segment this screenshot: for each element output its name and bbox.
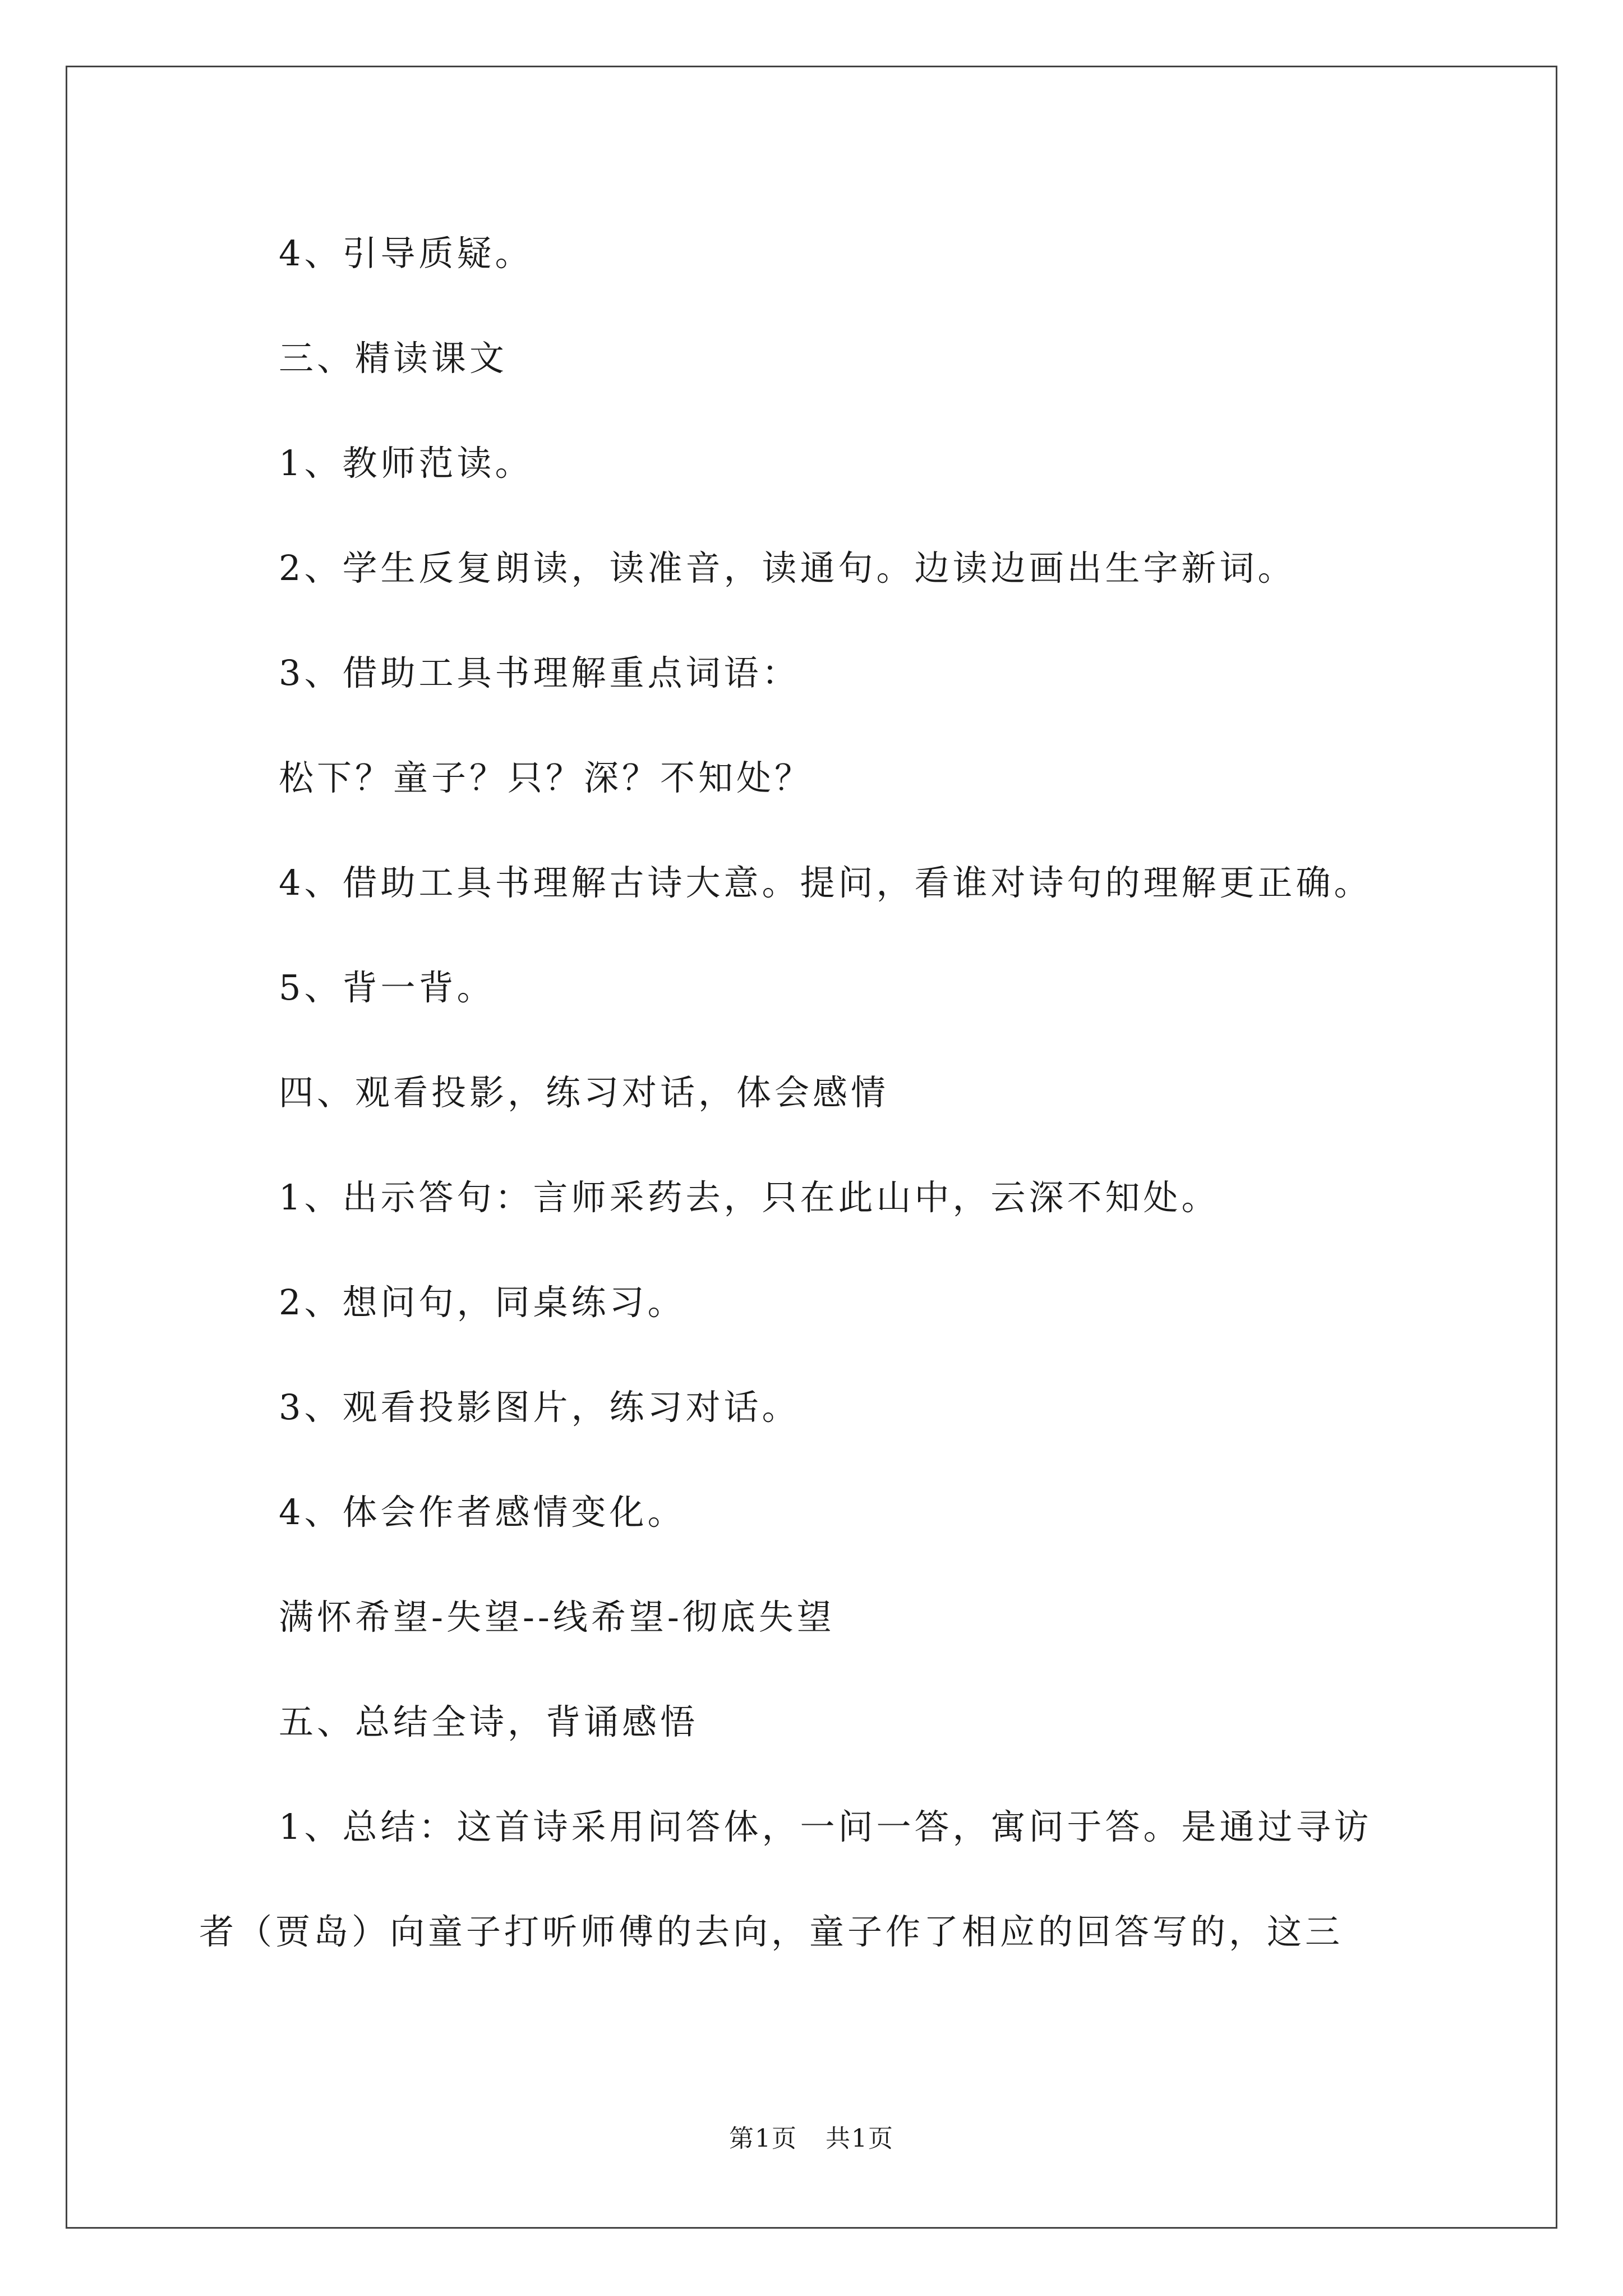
page-border bbox=[66, 66, 1557, 2229]
text-line: 者（贾岛）向童子打听师傅的去向，童子作了相应的回答写的，这三 bbox=[199, 1911, 1344, 1952]
text-line: 4、借助工具书理解古诗大意。提问，看谁对诗句的理解更正确。 bbox=[279, 862, 1372, 903]
text-line: 4、体会作者感情变化。 bbox=[279, 1492, 686, 1533]
text-line: 三、精读课文 bbox=[279, 338, 508, 379]
text-line: 3、借助工具书理解重点词语： bbox=[279, 652, 800, 693]
page-number-current: 第1页 bbox=[729, 2124, 797, 2153]
text-line: 满怀希望-失望--线希望-彻底失望 bbox=[279, 1596, 835, 1637]
text-line: 2、学生反复朗读，读准音，读通句。边读边画出生字新词。 bbox=[279, 547, 1296, 588]
text-line: 松下？童子？只？深？不知处？ bbox=[279, 757, 813, 798]
page-footer bbox=[0, 2123, 1623, 2155]
text-line: 3、观看投影图片，练习对话。 bbox=[279, 1387, 800, 1428]
text-line: 1、教师范读。 bbox=[279, 443, 533, 484]
text-line: 1、总结：这首诗采用问答体，一问一答，寓问于答。是通过寻访 bbox=[279, 1806, 1372, 1847]
text-line: 4、引导质疑。 bbox=[279, 233, 533, 274]
text-line: 1、出示答句：言师采药去，只在此山中，云深不知处。 bbox=[279, 1177, 1220, 1218]
text-line: 四、观看投影，练习对话，体会感情 bbox=[279, 1072, 889, 1113]
page-number-total: 共1页 bbox=[826, 2124, 894, 2153]
text-line: 2、想问句，同桌练习。 bbox=[279, 1282, 686, 1323]
text-line: 5、背一背。 bbox=[279, 967, 495, 1008]
text-line: 五、总结全诗，背诵感悟 bbox=[279, 1701, 699, 1742]
